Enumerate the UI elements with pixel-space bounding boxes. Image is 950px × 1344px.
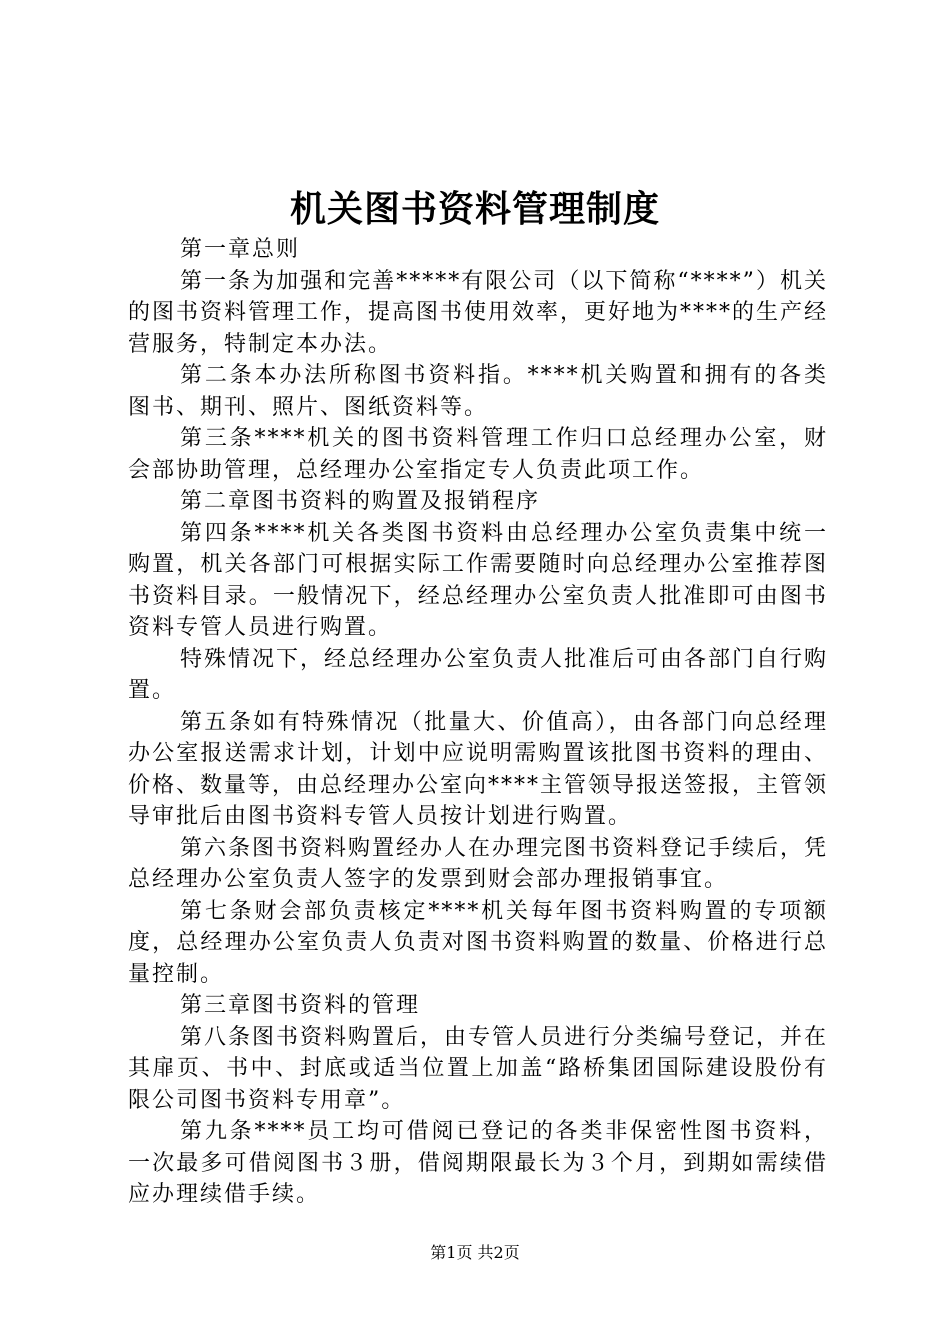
article-paragraph: 特殊情况下，经总经理办公室负责人批准后可由各部门自行购置。: [128, 646, 829, 703]
document-title: 机关图书资料管理制度: [289, 188, 660, 230]
article-paragraph: 第一条为加强和完善*****有限公司（以下简称“****”）机关的图书资料管理工作，提高图书使用效率，更好地为****的生产经营服务，特制定本办法。: [128, 268, 829, 357]
document-body: [128, 234, 828, 1211]
article-paragraph: 第三条****机关的图书资料管理工作归口总经理办公室，财会部协助管理，总经理办公室指定专人负责此项工作。: [128, 426, 828, 483]
article-paragraph: 第六条图书资料购置经办人在办理完图书资料登记手续后，凭总经理办公室负责人签字的发票到财会部办理报销事宜。: [128, 835, 829, 892]
article-paragraph: 第四条****机关各类图书资料由总经理办公室负责集中统一购置，机关各部门可根据实际工作需要随时向总经理办公室推荐图书资料目录。一般情况下，经总经理办公室负责人批准即可由图书资料专管人员进行购置。: [128, 520, 828, 640]
article-paragraph: 第五条如有特殊情况（批量大、价值高），由各部门向总经理办公室报送需求计划，计划中应说明需购置该批图书资料的理由、价格、数量等，由总经理办公室向****主管领导报送签报，主管领导审批后由图书资料专管人员按计划进行购置。: [128, 709, 829, 829]
page-number-footer: 第1页 共2页: [430, 1243, 520, 1262]
chapter-heading: 第二章图书资料的购置及报销程序: [180, 489, 541, 514]
article-paragraph: 第八条图书资料购置后，由专管人员进行分类编号登记，并在其扉页、书中、封底或适当位置上加盖“路桥集团国际建设股份有限公司图书资料专用章”。: [128, 1024, 829, 1113]
chapter-heading: 第三章图书资料的管理: [180, 993, 421, 1018]
article-paragraph: 第二条本办法所称图书资料指。****机关购置和拥有的各类图书、期刊、照片、图纸资料等。: [128, 363, 828, 420]
article-paragraph: 第九条****员工均可借阅已登记的各类非保密性图书资料，一次最多可借阅图书３册，借阅期限最长为３个月，到期如需续借应办理续借手续。: [128, 1119, 828, 1207]
article-paragraph: 第七条财会部负责核定****机关每年图书资料购置的专项额度，总经理办公室负责人负责对图书资料购置的数量、价格进行总量控制。: [128, 898, 828, 987]
chapter-heading: 第一章总则: [180, 237, 301, 262]
